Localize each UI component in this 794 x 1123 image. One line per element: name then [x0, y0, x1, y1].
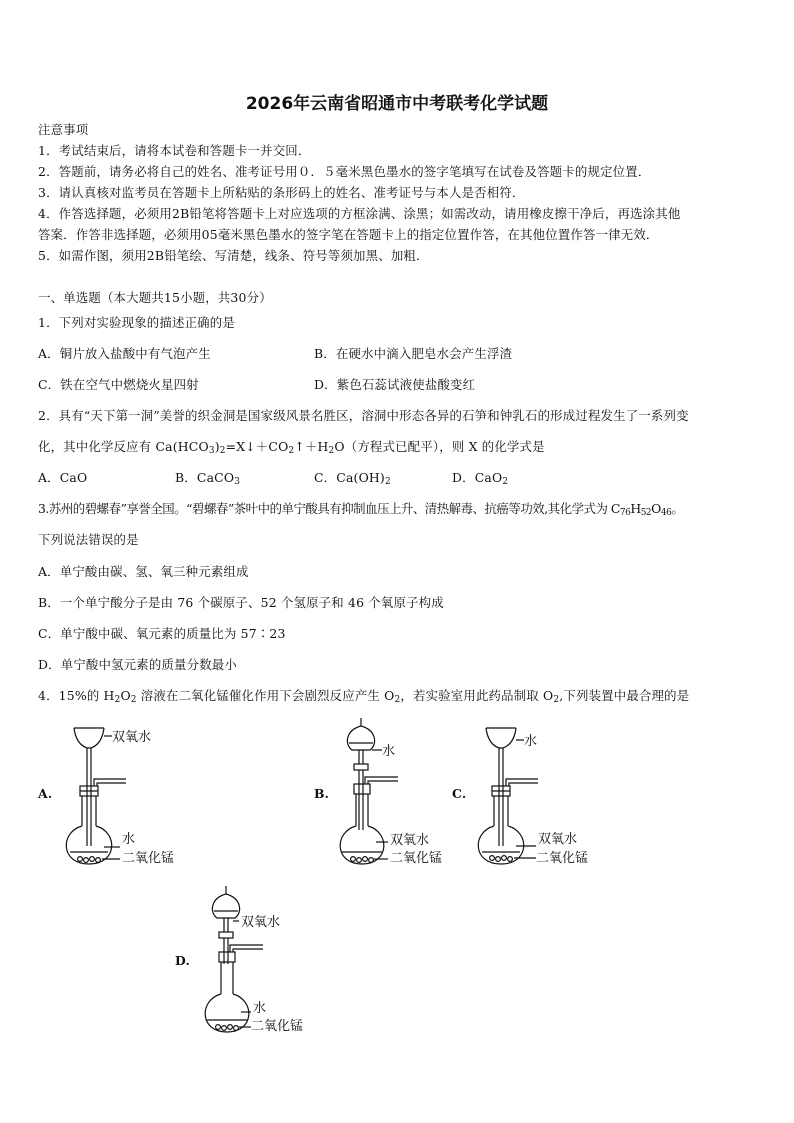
apparatus-a-top-label: 双氧水 [112, 730, 152, 745]
apparatus-d-diagram [195, 884, 325, 1040]
notice-item: 3．请认真核对监考员在答题卡上所粘贴的条形码上的姓名、准考证号与本人是否相符． [38, 185, 525, 200]
question-1-option-c: C．铁在空气中燃烧火星四射 [38, 377, 199, 392]
question-3-option-b: B．一个单宁酸分子是由 76 个碳原子、52 个氢原子和 46 个氧原子构成 [38, 595, 444, 610]
apparatus-c-diagram [470, 722, 610, 872]
question-1-option-a: A．铜片放入盐酸中有气泡产生 [38, 346, 211, 361]
notice-item: 1．考试结束后，请将本试卷和答题卡一并交回． [38, 143, 311, 158]
page-title: 2026年云南省昭通市中考联考化学试题 [245, 94, 549, 114]
question-3-option-a: A．单宁酸由碳、氢、氧三种元素组成 [38, 564, 249, 579]
notice-item: 2．答题前，请务必将自己的姓名、准考证号用０．５毫米黑色墨水的签字笔填写在试卷及答题卡的规定位置． [38, 164, 651, 179]
apparatus-a-label-1: 水 [122, 832, 136, 847]
question-1-stem: 1．下列对实验现象的描述正确的是 [38, 315, 235, 330]
question-3-stem: 3.苏州的碧螺春”享誉全国。“碧螺春”茶叶中的单宁酸具有抑制血压上升、清热解毒、抗癌等功效,其化学式为 $C_{76}H_{52}O_{46}$。 [38, 501, 684, 519]
question-2-equation: 化，其中化学反应有 $Ca(HCO_3)_2=X↓+CO_2↑+H_2O$（方程式已配平），则 X 的化学式是 [38, 439, 545, 457]
question-4-option-b-label: B. [314, 786, 330, 801]
question-4-option-a-label: A. [38, 786, 53, 801]
apparatus-d-label-1: 水 [253, 1001, 267, 1016]
question-3-stem-2: 下列说法错误的是 [38, 532, 139, 547]
apparatus-b-label-1: 双氧水 [390, 833, 430, 848]
question-2-stem: 2．具有“天下第一洞”美誉的织金洞是国家级风景名胜区，溶洞中形态各异的石笋和钟乳石的形成过程发生了一系列变 [38, 408, 689, 423]
notice-item: 4．作答选择题，必须用2B铅笔将答题卡上对应选项的方框涂满、涂黑；如需改动，请用橡皮擦干净后，再选涂其他 [38, 206, 681, 221]
apparatus-c-label-2: 二氧化锰 [536, 851, 589, 866]
question-2-option-d: D．CaO$_2$ [452, 470, 509, 488]
question-1-option-b: B．在硬水中滴入肥皂水会产生浮渣 [314, 346, 513, 361]
apparatus-c-label-1: 双氧水 [538, 832, 578, 847]
apparatus-c-top-label: 水 [524, 734, 538, 749]
question-4-stem: 4．15%的 $H_2O_2$ 溶液在二氧化锰催化作用下会剧烈反应产生 $O_2$，若实验室用此药品制取 $O_2$,下列装置中最合理的是 [38, 688, 690, 706]
apparatus-b-diagram [330, 716, 460, 872]
question-2-option-b: B．CaCO$_3$ [175, 470, 241, 488]
apparatus-d-top-label: 双氧水 [241, 915, 281, 930]
notice-item: 5．如需作图，须用2B铅笔绘、写清楚，线条、符号等须加黑、加粗． [38, 248, 429, 263]
question-2-option-c: C．$Ca(OH)_2$ [314, 470, 391, 488]
section-heading: 一、单选题（本大题共15小题，共30分） [38, 290, 272, 305]
apparatus-a-label-2: 二氧化锰 [122, 851, 175, 866]
question-3-option-c: C．单宁酸中碳、氧元素的质量比为 57∶23 [38, 626, 286, 641]
notice-heading: 注意事项 [38, 122, 89, 137]
question-3-option-d: D．单宁酸中氢元素的质量分数最小 [38, 657, 237, 672]
question-4-option-d-label: D. [175, 953, 191, 968]
apparatus-d-label-2: 二氧化锰 [251, 1019, 304, 1034]
question-2-option-a: A．CaO [38, 470, 88, 485]
notice-item: 答案．作答非选择题，必须用05毫米黑色墨水的签字笔在答题卡上的指定位置作答，在其他位置作答一律无效． [38, 227, 659, 242]
apparatus-a-diagram [60, 722, 200, 872]
apparatus-b-top-label: 水 [382, 744, 396, 759]
question-1-option-d: D．紫色石蕊试液使盐酸变红 [314, 377, 476, 392]
apparatus-b-label-2: 二氧化锰 [390, 851, 443, 866]
question-4-option-c-label: C. [452, 786, 467, 801]
